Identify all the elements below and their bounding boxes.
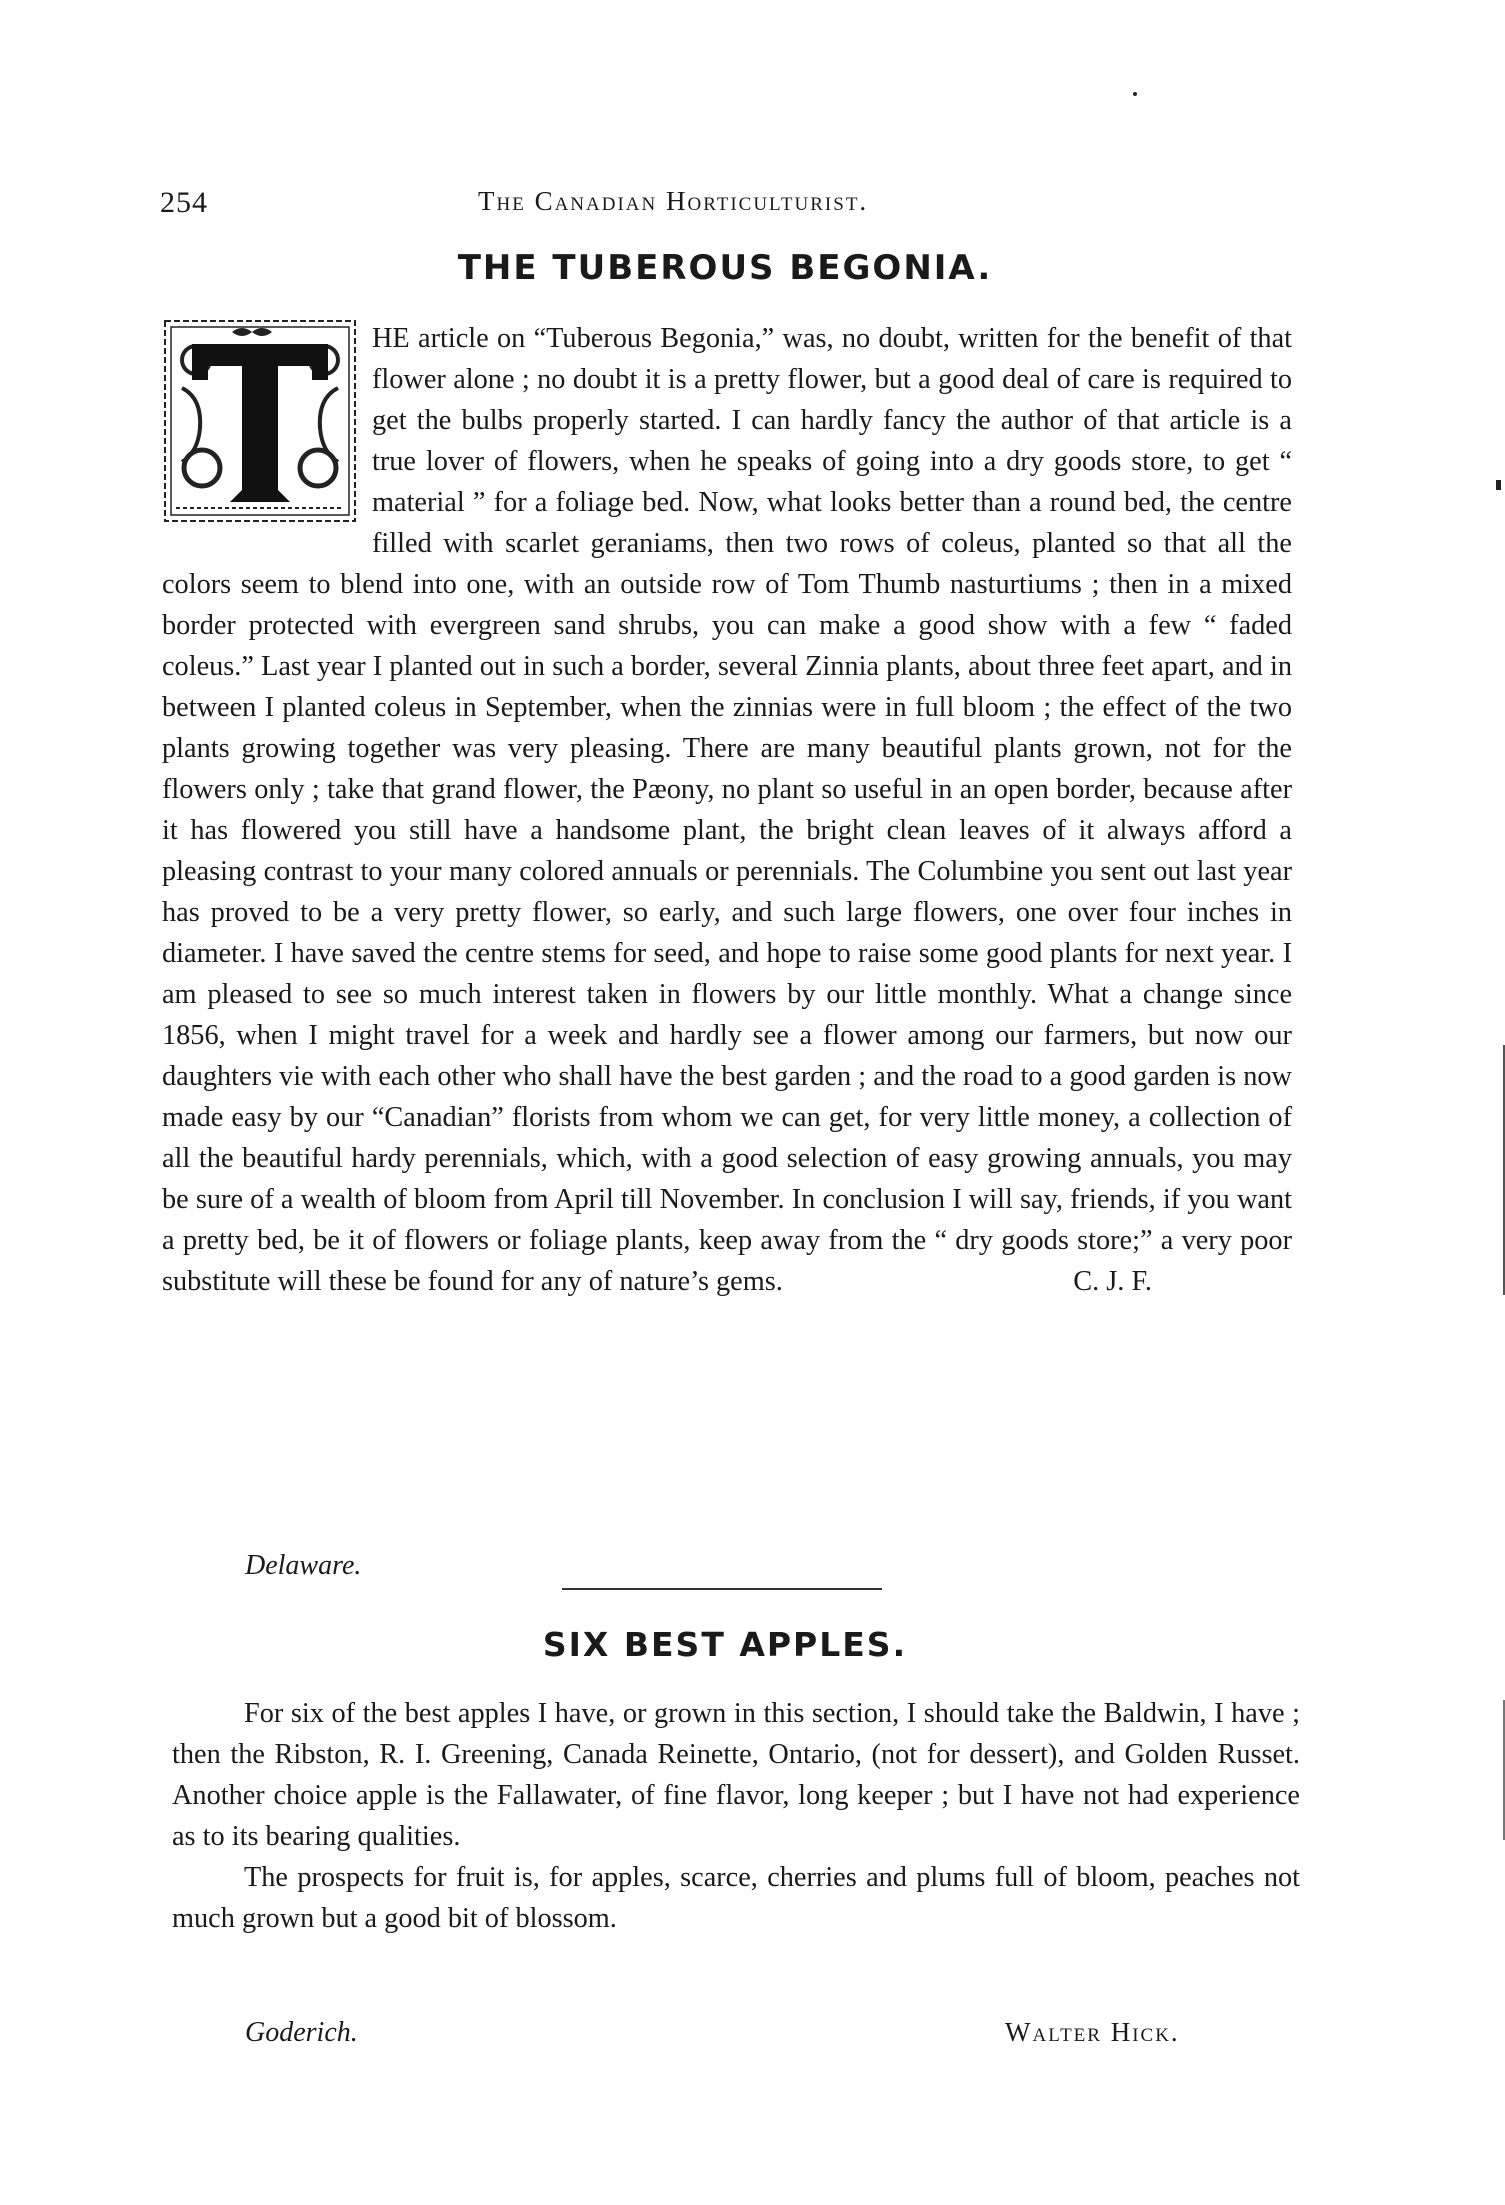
place-delaware: Delaware. <box>245 1550 362 1581</box>
paragraph: The prospects for fruit is, for apples, scarce, cherries and plums full of bloom, peaches not much grown but a good bit of blossom. <box>172 1862 1300 1934</box>
author-signature-walter-hick: Walter Hick. <box>1005 2017 1180 2047</box>
article-title-six-best-apples: SIX BEST APPLES. <box>542 1625 908 1664</box>
page-header <box>160 180 1290 230</box>
section-divider <box>562 1588 882 1590</box>
author-signature-cjf: C. J. F. <box>1073 1266 1152 1297</box>
scan-speck <box>1496 480 1501 490</box>
place-goderich: Goderich. <box>245 2017 358 2048</box>
dropcap-ornament-icon <box>162 318 358 524</box>
article-body-tuberous-begonia <box>162 318 1292 1302</box>
running-title: The Canadian Horticulturist. <box>478 186 869 216</box>
article-body-six-best-apples <box>172 1693 1300 1939</box>
article-title-tuberous-begonia: THE TUBEROUS BEGONIA. <box>457 248 993 288</box>
paragraph: For six of the best apples I have, or grown in this section, I should take the Baldwin, I have ; then the Ribston, R. I. Greening, Canada Reinette, Ontario, (not for dessert), and Golden Russet. Another choice apple is the Fallawater, of fine flavor, long keeper ; but I have not had experience as to its bearing qualities. <box>172 1698 1300 1852</box>
article-body-text: HE article on “Tuberous Begonia,” was, no doubt, written for the benefit of that flower alone ; no doubt it is a pretty flower, but a good deal of care is required to get the bulbs properly started. I can hardly fancy the author of that article is a true lover of flowers, when he speaks of going into a dry goods store, to get “ material ” for a foliage bed. Now, what looks better than a round bed, the centre filled with scarlet geraniams, then two rows of coleus, planted so that all the colors seem to blend into one, with an outside row of Tom Thumb nasturtiums ; then in a mixed border protected with evergreen sand shrubs, you can make a good show with a few “ faded coleus.” Last year I planted out in such a border, several Zinnia plants, about three feet apart, and in between I planted coleus in September, when the zinnias were in full bloom ; the effect of the two plants growing together was very pleasing. There are many beautiful plants grown, not for the flowers only ; take that grand flower, the Pæony, no plant so useful in an open border, because after it has flowered you still have a handsome plant, the bright clean leaves of it always afford a pleasing contrast to your many colored annuals or perennials. The Columbine you sent out last year has proved to be a very pretty flower, so early, and such large flowers, one over four inches in diameter. I have saved the centre stems for seed, and hope to raise some good plants for next year. I am pleased to see so much interest taken in flowers by our little monthly. What a change since 1856, when I might travel for a week and hardly see a flower among our farmers, but now our daughters vie with each other who shall have the best garden ; and the road to a good garden is now made easy by our “Canadian” florists from whom we can get, for very little money, a collection of all the beautiful hardy perennials, which, with a good selection of easy growing annuals, you may be sure of a wealth of bloom from April till November. In conclusion I will say, friends, if you want a pretty bed, be it of flowers or foliage plants, keep away from the “ dry goods store;” a very poor substitute will these be found for any of nature’s gems. <box>162 323 1292 1297</box>
page-number: 254 <box>160 186 208 219</box>
ornamental-dropcap <box>162 318 358 524</box>
scan-speck <box>1133 92 1137 96</box>
